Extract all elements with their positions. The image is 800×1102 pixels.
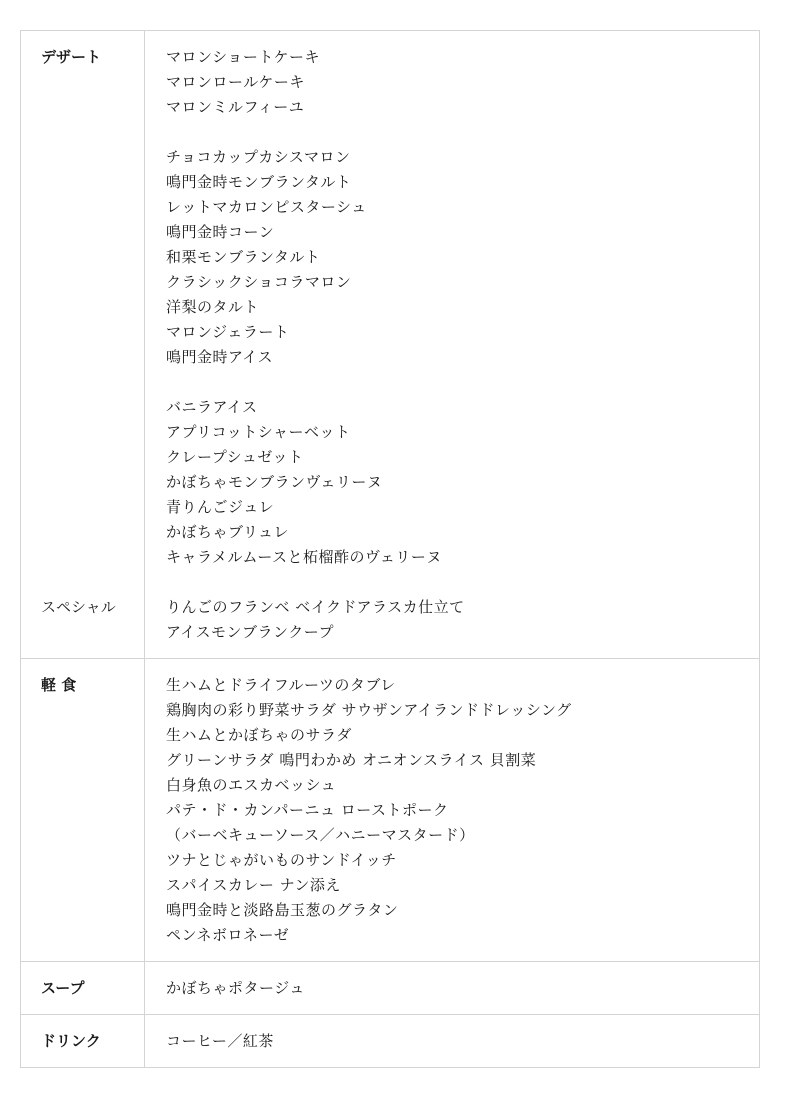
- menu-item: キャラメルムースと柘榴酢のヴェリーヌ: [166, 548, 442, 566]
- menu-item: パテ・ド・カンパーニュ ローストポーク: [166, 801, 449, 819]
- category-special-label: スペシャル: [41, 598, 116, 616]
- menu-item: クラシックショコラマロン: [166, 273, 352, 291]
- category-block: [41, 659, 144, 698]
- menu-item: 鳴門金時アイス: [166, 348, 274, 366]
- menu-item: （バーベキューソース／ハニーマスタード）: [166, 826, 475, 844]
- menu-item: マロンショートケーキ: [166, 48, 321, 66]
- section-light-meal: [21, 658, 759, 961]
- section-drink: [21, 1014, 759, 1067]
- category-light-meal-label: 軽 食: [41, 676, 77, 694]
- category-block: [41, 31, 144, 620]
- menu-table: [20, 30, 760, 1068]
- menu-item: マロンロールケーキ: [166, 73, 305, 91]
- menu-item: 鶏胸肉の彩り野菜サラダ サウザンアイランドドレッシング: [166, 701, 572, 719]
- items-column: [145, 962, 759, 1014]
- menu-item: かぼちゃモンブランヴェリーヌ: [166, 473, 383, 491]
- menu-item: かぼちゃブリュレ: [166, 523, 289, 541]
- menu-item: 白身魚のエスカベッシュ: [166, 776, 337, 794]
- category-column: [21, 962, 145, 1014]
- category-block: [41, 962, 144, 1001]
- category-block: [41, 1015, 144, 1054]
- menu-item: コーヒー／紅茶: [166, 1032, 274, 1050]
- menu-item: ツナとじゃがいものサンドイッチ: [166, 851, 397, 869]
- menu-item: 青りんごジュレ: [166, 498, 275, 516]
- menu-item: アイスモンブランクープ: [166, 623, 334, 641]
- category-drink-label: ドリンク: [41, 1032, 101, 1050]
- menu-item: 鳴門金時コーン: [166, 223, 275, 241]
- menu-item: グリーンサラダ 鳴門わかめ オニオンスライス 貝割菜: [166, 751, 537, 769]
- items-column: [145, 31, 759, 658]
- menu-item: 鳴門金時と淡路島玉葱のグラタン: [166, 901, 399, 919]
- menu-item: 生ハムとかぼちゃのサラダ: [166, 726, 352, 744]
- menu-item: クレープシュゼット: [166, 448, 304, 466]
- menu-item: レットマカロンピスターシュ: [166, 198, 367, 216]
- menu-item: りんごのフランベ ベイクドアラスカ仕立て: [166, 598, 465, 616]
- menu-item: バニラアイス: [166, 398, 258, 416]
- menu-item: 洋梨のタルト: [166, 298, 260, 316]
- items-column: [145, 659, 759, 961]
- menu-item: かぼちゃポタージュ: [166, 979, 305, 997]
- menu-item: マロンミルフィーユ: [166, 98, 305, 116]
- menu-item: 鳴門金時モンブランタルト: [166, 173, 352, 191]
- section-soup: [21, 961, 759, 1014]
- category-soup-label: スープ: [41, 979, 85, 997]
- category-column: [21, 659, 145, 961]
- section-dessert: [21, 31, 759, 658]
- menu-item: 生ハムとドライフルーツのタブレ: [166, 676, 396, 694]
- category-column: [21, 31, 145, 658]
- items-column: [145, 1015, 759, 1067]
- menu-item: マロンジェラート: [166, 323, 290, 341]
- menu-item: アプリコットシャーベット: [166, 423, 351, 441]
- category-column: [21, 1015, 145, 1067]
- menu-item: 和栗モンブランタルト: [166, 248, 321, 266]
- menu-item: スパイスカレー ナン添え: [166, 876, 341, 894]
- menu-item: ペンネボロネーゼ: [166, 926, 290, 944]
- category-dessert-label: デザート: [41, 48, 102, 66]
- menu-item: チョコカップカシスマロン: [166, 148, 351, 166]
